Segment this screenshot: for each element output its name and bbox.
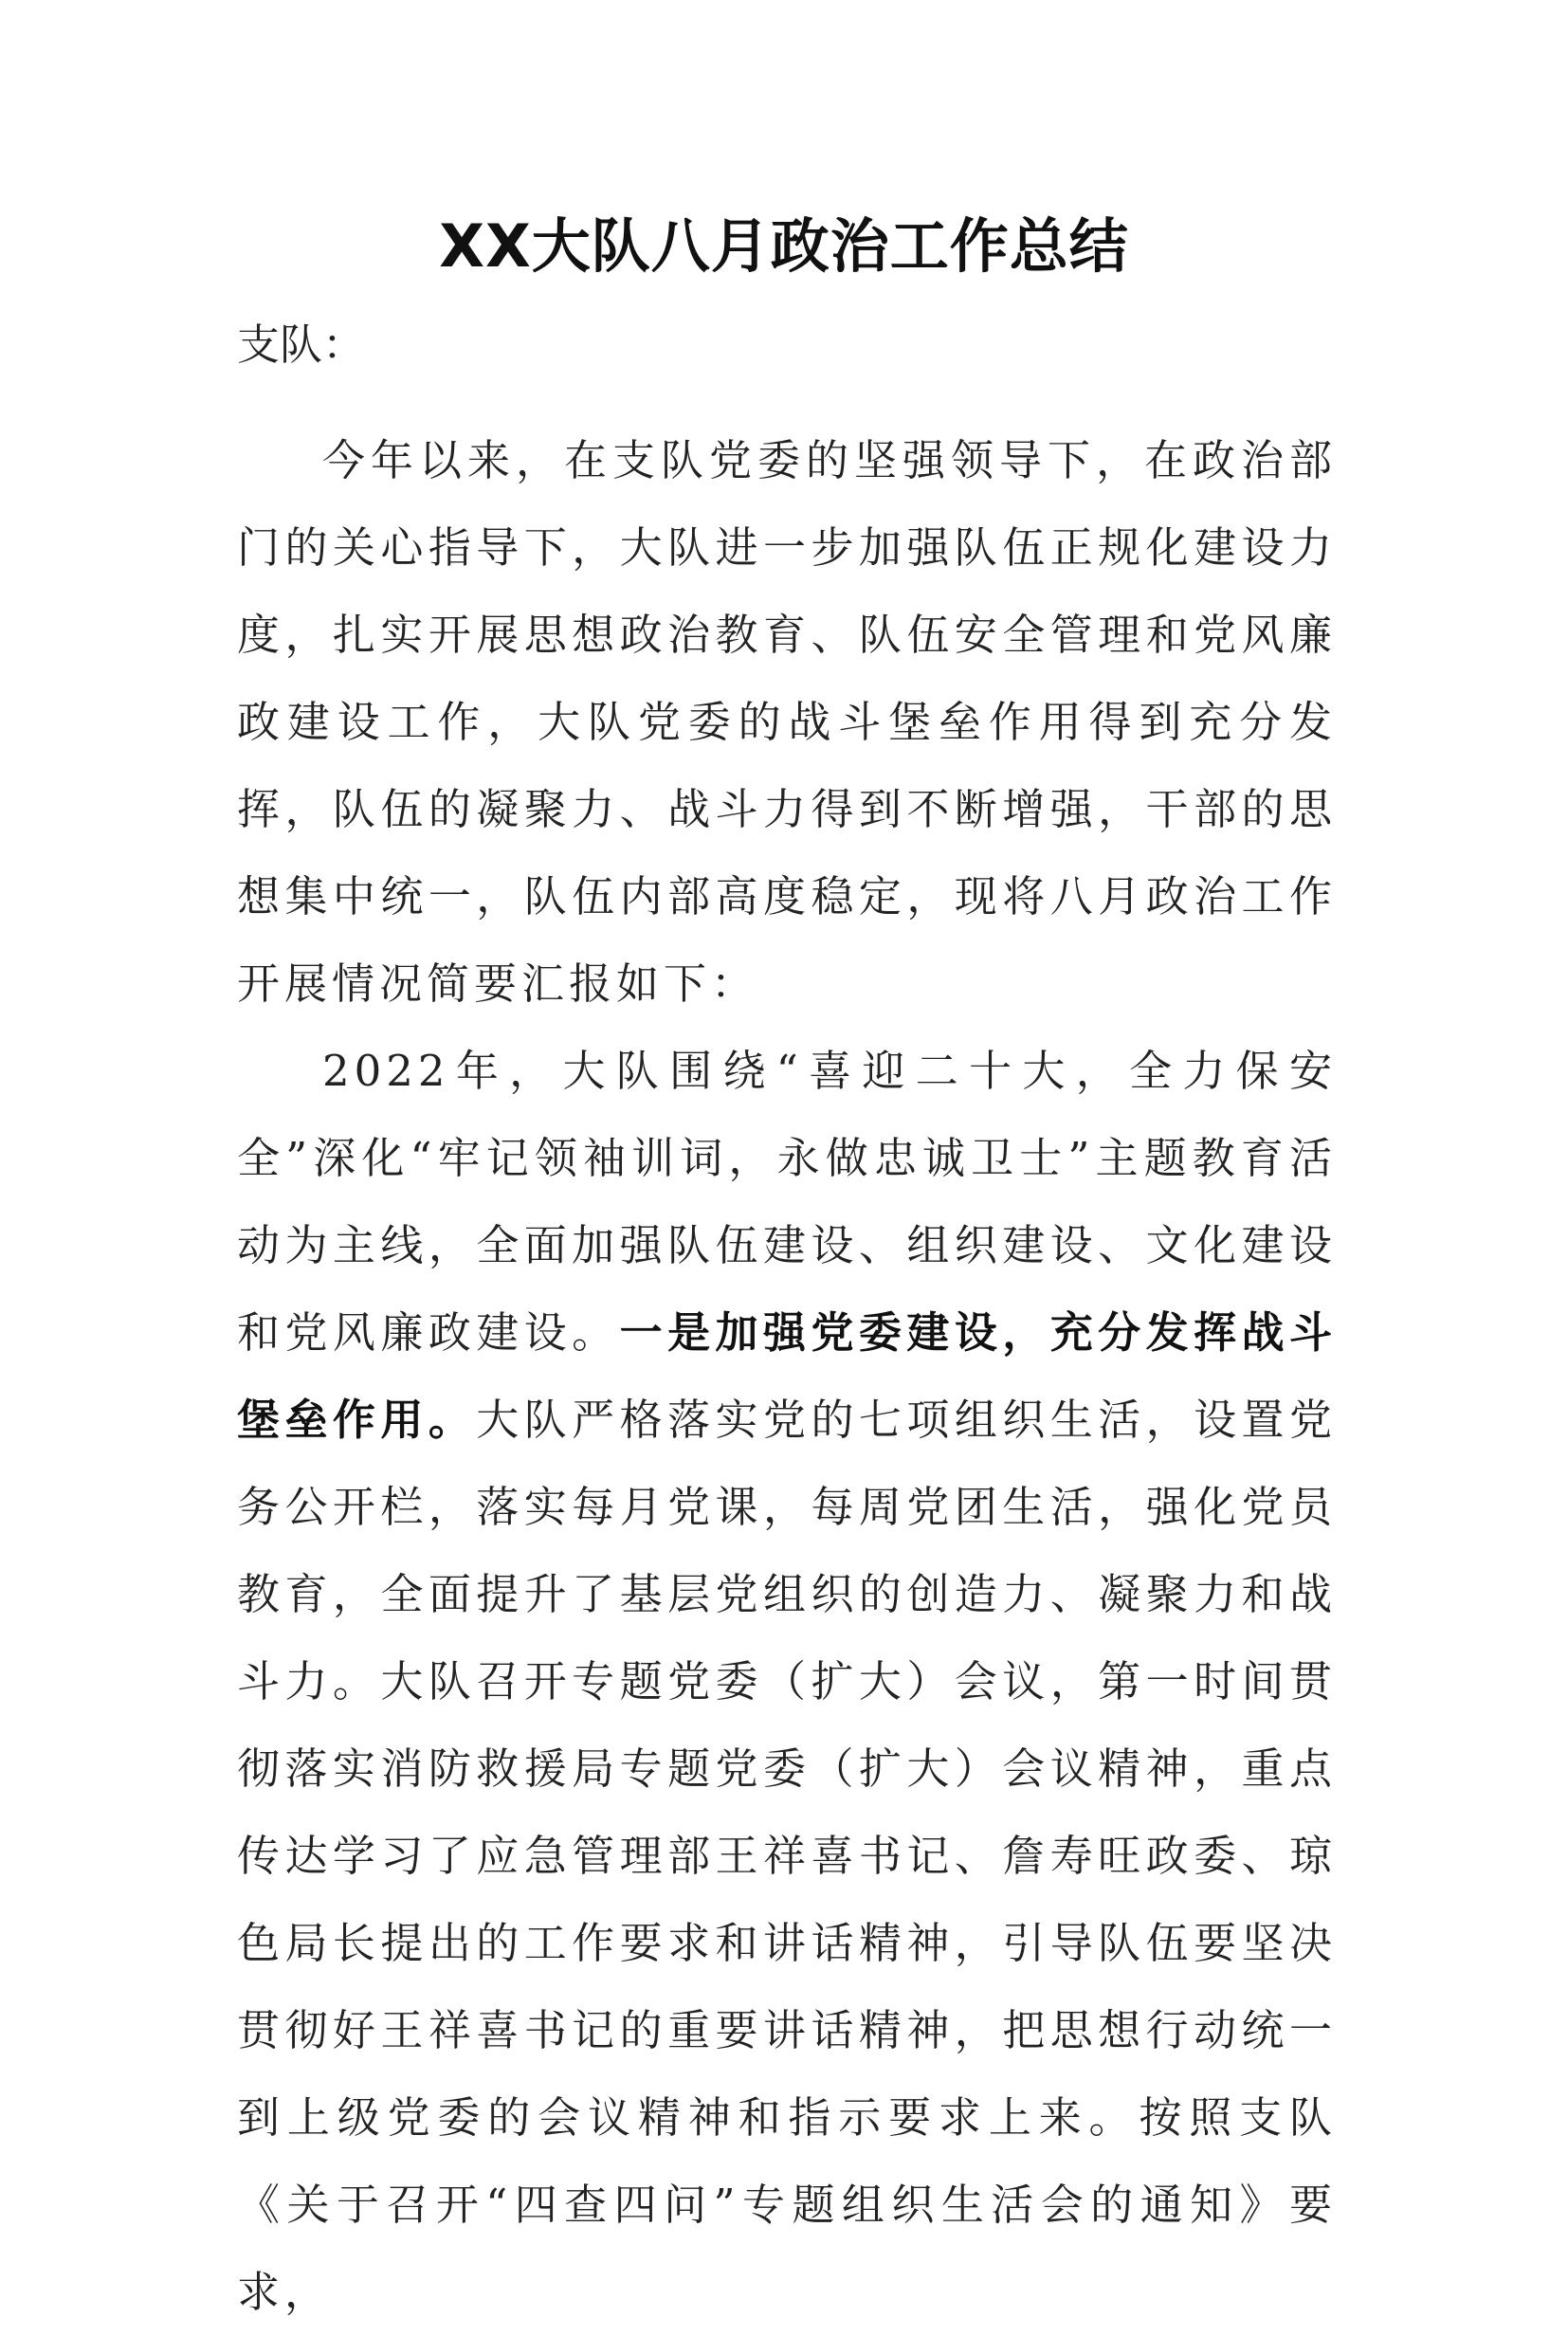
paragraph-text: 大队严格落实党的七项组织生活，设置党务公开栏，落实每月党课，每周党团生活，强化党员教育，全面提升了基层党组织的创造力、凝聚力和战斗力。大队召开专题党委（扩大）会议，第一时间贯彻落实消防救援局专题党委（扩大）会议精神，重点传达学习了应急管理部王祥喜书记、詹寿旺政委、琼色局长提出的工作要求和讲话精神，引导队伍要坚决贯彻好王祥喜书记的重要讲话精神，把思想行动统一到上级党委的会议精神和指示要求上来。按照支队《关于召开“四查四问”专题组织生活会的通知》要求， (237, 1395, 1337, 2317)
salutation: 支队： (237, 319, 366, 370)
bold-heading: 一是加强党委建设，充分发挥战斗堡垒作用。 (237, 1307, 1337, 1445)
paragraph-intro: 今年以来，在支队党委的坚强领导下，在政治部门的关心指导下，大队进一步加强队伍正规化建设力度，扎实开展思想政治教育、队伍安全管理和党风廉政建设工作，大队党委的战斗堡垒作用得到充分发挥，队伍的凝聚力、战斗力得到不断增强，干部的思想集中统一，队伍内部高度稳定，现将八月政治工作开展情况简要汇报如下： (237, 435, 1337, 1009)
paragraph-party-building (237, 1028, 1337, 2336)
paragraph-text: 2022年，大队围绕“喜迎二十大，全力保安全”深化“牢记领袖训词，永做忠诚卫士”主题教育活动为主线，全面加强队伍建设、组织建设、文化建设和党风廉政建设。 (237, 1046, 1337, 1358)
document-body (237, 417, 1337, 2336)
page-title: XX大队八月政治工作总结 (439, 211, 1129, 281)
